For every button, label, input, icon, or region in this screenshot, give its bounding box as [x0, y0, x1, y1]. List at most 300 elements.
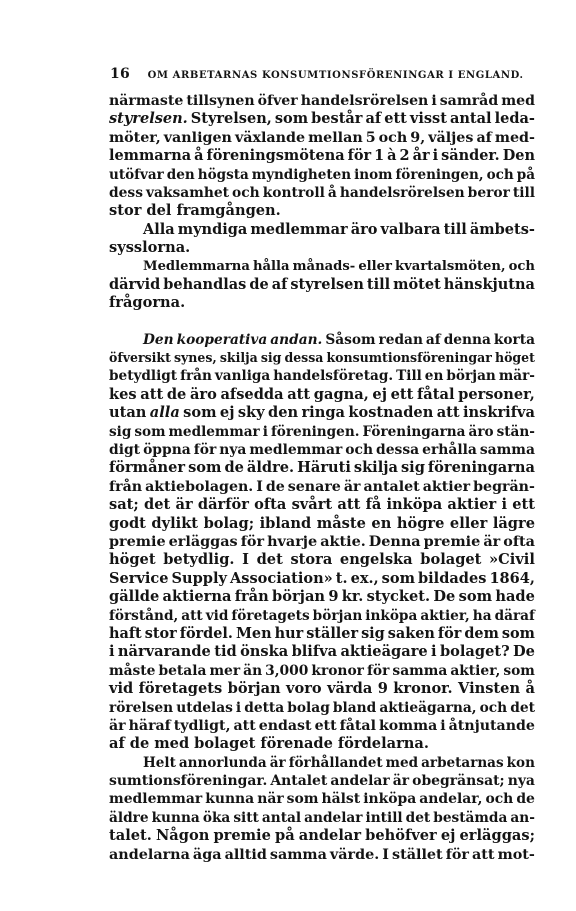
word: till: [443, 220, 467, 238]
word: mer: [209, 662, 241, 679]
word: af: [365, 110, 382, 128]
word: i: [262, 423, 268, 440]
word: växlande: [234, 129, 306, 146]
word: Men: [235, 624, 272, 642]
text-line: [109, 459, 535, 477]
word: för: [437, 624, 462, 642]
word: andelarna: [109, 846, 190, 863]
word: det: [510, 699, 535, 716]
word: de: [265, 478, 285, 495]
word: antal: [449, 110, 492, 128]
page-number: 16: [110, 66, 131, 82]
word: haft: [109, 624, 142, 642]
word: Helt: [143, 754, 176, 771]
word: personer,: [458, 385, 535, 403]
word: de: [516, 791, 535, 808]
word: alltid: [224, 846, 267, 863]
word: i: [431, 93, 437, 109]
word: stället: [392, 846, 443, 863]
word: förhållandet: [288, 754, 383, 771]
word: och: [508, 258, 535, 274]
word: från: [180, 368, 212, 385]
word: behandlas: [163, 275, 247, 293]
word: Till: [396, 368, 422, 385]
word: till: [366, 275, 391, 293]
text-line: [109, 258, 535, 276]
word: är: [392, 773, 410, 790]
word: utöfvar: [109, 166, 164, 183]
word: kunna: [151, 809, 200, 826]
word: à: [387, 147, 397, 165]
word: sig: [260, 350, 282, 366]
word: föreningsmötena: [206, 147, 345, 165]
word: an-: [510, 809, 535, 826]
word: de: [224, 459, 244, 477]
word: fåtal: [417, 385, 455, 403]
word: aktier,: [420, 607, 470, 624]
word: t.: [335, 569, 348, 587]
word: det: [144, 496, 171, 514]
word: handelsföretag.: [273, 368, 394, 385]
word: som: [188, 459, 222, 477]
word: bolaget: [420, 551, 482, 569]
text-line: [109, 754, 535, 772]
word: föreningarna: [427, 459, 535, 477]
word: samma: [479, 442, 535, 459]
word: ej: [372, 385, 387, 403]
word: sig: [361, 624, 385, 642]
word: kostnaden: [348, 404, 434, 422]
word: sky: [237, 404, 265, 422]
word: Antalet: [270, 773, 328, 790]
word: beror: [467, 184, 510, 201]
word: endast: [258, 717, 312, 734]
word: bolaget: [194, 735, 256, 753]
word: »Civil: [489, 551, 535, 569]
text-line: [109, 423, 535, 441]
text-line: [109, 570, 535, 588]
word: början: [446, 368, 496, 385]
word: väljes: [428, 129, 474, 146]
word: senare: [287, 478, 341, 495]
word: bland: [332, 699, 377, 716]
word: högsta: [197, 166, 249, 183]
word: synes,: [173, 350, 217, 366]
word: gällde: [109, 588, 160, 606]
word: komma: [378, 717, 438, 734]
word: inskrifva: [463, 404, 535, 422]
word: därvid: [109, 275, 161, 293]
word: närvarande: [117, 643, 211, 661]
word: därför: [197, 496, 249, 514]
word: Den: [502, 147, 535, 165]
word: fördel.: [179, 624, 233, 642]
word: obegränsat;: [412, 773, 505, 790]
word: som: [183, 404, 217, 422]
text-line: [109, 643, 535, 661]
word: fördelarna.: [337, 735, 429, 753]
word: för: [193, 442, 217, 459]
word: kontroll: [262, 184, 325, 201]
word: vanliga: [214, 368, 271, 385]
word: begrän-: [473, 478, 535, 495]
paragraph-gap: [109, 313, 535, 331]
word: måste: [316, 514, 366, 532]
word: är: [343, 478, 361, 495]
word: i: [109, 643, 115, 661]
word: myndigheten: [251, 166, 352, 183]
italic-word: kooperativa: [176, 331, 268, 348]
word: de: [249, 275, 269, 293]
word: ha: [472, 607, 492, 624]
word: Såsom: [325, 331, 376, 348]
word: att: [233, 717, 256, 734]
word: konsumtionsföreningar: [326, 350, 492, 366]
word: sumtionsföreningar.: [109, 773, 268, 790]
word: visst: [409, 110, 447, 128]
text-line: [109, 276, 535, 294]
word: förenade: [260, 735, 333, 753]
word: dessa: [284, 350, 324, 366]
text-line: [109, 331, 535, 349]
word: stycket.: [366, 588, 431, 606]
word: andelar: [330, 773, 390, 790]
running-header-title: OM ARBETARNAS KONSUMTIONSFÖRENINGAR I ENGLAND.: [147, 70, 524, 81]
word: 9: [377, 680, 388, 698]
italic-word: andan.: [270, 331, 323, 348]
word: kunna: [205, 791, 255, 808]
word: än: [243, 662, 263, 679]
word: ej: [440, 827, 456, 845]
word: tillsynen: [186, 93, 255, 109]
word: öfver: [257, 93, 298, 109]
word: sysslorna.: [109, 239, 191, 257]
text-line: [109, 441, 535, 459]
word: det: [256, 551, 283, 569]
text-line: [109, 110, 535, 128]
word: afsedda: [220, 385, 284, 403]
word: eller: [358, 258, 392, 274]
word: sänder.: [441, 147, 500, 165]
word: I: [382, 846, 389, 863]
paragraph: [109, 221, 535, 258]
word: erläggas: [168, 532, 238, 550]
word: äldre: [109, 809, 149, 826]
word: att: [472, 846, 495, 863]
text-line: [109, 662, 535, 680]
word: andelar,: [419, 791, 483, 808]
paragraph: [109, 92, 535, 221]
word: å: [327, 184, 337, 201]
word: inköpa: [365, 607, 418, 624]
word: sat;: [109, 496, 139, 514]
word: äga: [192, 846, 222, 863]
word: aktierna: [162, 588, 232, 606]
word: möter,: [109, 129, 161, 146]
word: 1864,: [489, 569, 535, 587]
word: samma: [392, 662, 448, 679]
word: måste: [109, 662, 156, 679]
word: är: [269, 754, 286, 771]
word: myndiga: [177, 220, 248, 238]
word: rörelsen: [109, 699, 174, 716]
word: De: [433, 588, 456, 606]
word: som: [381, 569, 415, 587]
word: när: [257, 791, 284, 808]
word: aktier,: [450, 662, 501, 679]
word: är: [109, 717, 126, 734]
word: andelar: [298, 827, 362, 845]
word: bolag;: [203, 514, 255, 532]
word: att: [181, 607, 203, 624]
word: Medlemmarna: [143, 258, 250, 274]
word: öppna: [143, 442, 191, 459]
text-line: [109, 772, 535, 790]
word: ex.,: [350, 569, 379, 587]
word: aktiebolagen.: [145, 478, 254, 495]
text-line: [109, 717, 535, 735]
word: aktieägarna,: [379, 699, 477, 716]
text-line: [109, 607, 535, 625]
word: vid: [205, 607, 229, 624]
word: hålla: [252, 258, 290, 274]
text-line: [109, 533, 535, 551]
word: för: [366, 662, 390, 679]
word: korta: [493, 331, 535, 348]
word: som: [503, 662, 535, 679]
word: mellan: [308, 129, 363, 146]
word: af: [109, 735, 125, 753]
word: Föreningarna: [362, 423, 466, 440]
word: Association»: [229, 569, 333, 587]
word: I: [256, 478, 263, 495]
word: digt: [109, 442, 141, 459]
word: företagets: [138, 680, 223, 698]
word: från: [109, 478, 143, 495]
word: premie: [109, 532, 166, 550]
word: en: [371, 514, 392, 532]
word: öka: [202, 809, 231, 826]
word: ringa: [301, 404, 345, 422]
word: ofta: [254, 496, 287, 514]
word: betydligt: [109, 368, 178, 385]
word: höget: [494, 350, 535, 366]
word: med: [154, 735, 190, 753]
word: å: [194, 147, 204, 165]
word: annorlunda: [178, 754, 267, 771]
word: till: [512, 184, 535, 201]
word: behöfver: [365, 827, 437, 845]
word: i: [501, 496, 507, 514]
word: hänskjutna: [443, 275, 535, 293]
word: antalet: [363, 478, 420, 495]
word: handelsrörelsen: [300, 93, 429, 109]
word: på: [516, 166, 535, 183]
word: öfversikt: [109, 350, 171, 366]
word: tydligt,: [173, 717, 231, 734]
word: hade: [495, 588, 535, 606]
word: äro: [189, 385, 217, 403]
word: på: [275, 827, 295, 845]
word: början: [272, 588, 326, 606]
word: början: [312, 607, 363, 624]
word: ett: [512, 496, 535, 514]
word: ett: [384, 110, 407, 128]
word: vid: [109, 680, 134, 698]
word: inom: [354, 166, 393, 183]
text-line: [109, 588, 535, 606]
text-line: [109, 147, 535, 165]
word: I: [242, 551, 249, 569]
word: värda: [327, 680, 373, 698]
word: betala: [158, 662, 207, 679]
word: eller: [449, 514, 488, 532]
word: bestämda: [433, 809, 508, 826]
word: godt: [109, 514, 146, 532]
word: Denna: [368, 532, 421, 550]
word: 5: [365, 129, 376, 146]
word: medlemmar: [250, 220, 348, 238]
word: 2: [399, 147, 410, 165]
word: ett: [390, 385, 414, 403]
italic-word: styrelsen.: [109, 110, 188, 128]
word: kvartalsmöten,: [395, 258, 506, 274]
word: att: [140, 385, 164, 403]
word: fåtal: [339, 717, 376, 734]
word: stor: [144, 624, 177, 642]
word: valbara: [380, 220, 441, 238]
word: erhålla: [422, 442, 477, 459]
word: förstånd,: [109, 607, 179, 624]
text-line: [109, 680, 535, 698]
word: medlemmar: [109, 791, 203, 808]
word: äro: [468, 423, 494, 440]
word: nya: [219, 442, 247, 459]
word: aktie.: [320, 532, 366, 550]
word: företagets: [231, 607, 310, 624]
text-line: [109, 809, 535, 827]
word: bildades: [417, 569, 487, 587]
word: att: [436, 404, 460, 422]
word: samråd: [439, 93, 499, 109]
word: arbetarnas: [421, 754, 504, 771]
word: förmåner: [109, 459, 186, 477]
word: som: [501, 624, 535, 642]
word: kes: [109, 385, 137, 403]
text-line: [109, 349, 535, 367]
word: svårt: [291, 496, 333, 514]
word: äro: [350, 220, 378, 238]
word: kon: [506, 754, 535, 771]
word: Service: [109, 569, 169, 587]
word: och: [486, 166, 514, 183]
word: blifva: [291, 643, 338, 661]
word: dess: [109, 184, 143, 201]
word: att: [337, 496, 361, 514]
text-line: [109, 515, 535, 533]
word: erläggas;: [459, 827, 535, 845]
word: kronor: [311, 662, 364, 679]
text-line: [109, 551, 535, 569]
word: ämbets-: [469, 220, 535, 238]
word: den: [166, 166, 195, 183]
word: aktier: [422, 478, 471, 495]
word: ställer: [306, 624, 359, 642]
word: äldre.: [246, 459, 295, 477]
word: ibland: [259, 514, 312, 532]
word: önska: [240, 643, 289, 661]
word: andelar: [304, 809, 363, 826]
word: som: [458, 588, 493, 606]
word: utdelas: [176, 699, 233, 716]
word: 1: [374, 147, 385, 165]
word: med: [501, 93, 535, 109]
word: föreningen.: [270, 423, 360, 440]
word: dylikt: [151, 514, 199, 532]
text-line: [109, 184, 535, 202]
word: sitt: [233, 809, 259, 826]
word: som: [134, 423, 166, 440]
word: ett: [314, 717, 337, 734]
word: stän-: [496, 423, 535, 440]
word: som: [274, 110, 309, 128]
word: gagna,: [313, 385, 369, 403]
word: af: [476, 129, 492, 146]
text-line: [109, 129, 535, 147]
word: å: [525, 680, 535, 698]
text-line: [109, 221, 535, 239]
word: hvarje: [267, 532, 318, 550]
word: redan: [378, 331, 423, 348]
word: af: [425, 331, 441, 348]
word: framgången.: [176, 202, 281, 220]
word: Häruti: [297, 459, 351, 477]
text-line: [109, 92, 535, 110]
word: och: [485, 791, 514, 808]
word: mär-: [498, 368, 535, 385]
word: de: [129, 735, 150, 753]
word: föreningen,: [395, 166, 484, 183]
word: kronor.: [393, 680, 453, 698]
word: från: [234, 588, 269, 606]
word: Supply: [171, 569, 227, 587]
word: premie: [213, 827, 271, 845]
word: vaksamhet: [146, 184, 230, 201]
word: Alla: [143, 220, 175, 238]
word: att: [287, 385, 311, 403]
word: däraf: [494, 607, 535, 624]
word: hur: [274, 624, 304, 642]
word: början: [227, 680, 281, 698]
word: är: [175, 496, 193, 514]
word: dessa: [376, 442, 420, 459]
word: består: [311, 110, 363, 128]
text-line: [109, 404, 535, 422]
word: antal: [261, 809, 302, 826]
word: mot-: [497, 846, 535, 863]
word: med-: [494, 129, 535, 146]
running-header: [110, 66, 530, 82]
word: Någon: [155, 827, 210, 845]
word: år: [412, 147, 430, 165]
word: för: [240, 532, 265, 550]
word: få: [365, 496, 382, 514]
word: vanligen: [163, 129, 232, 146]
word: åtnjutande: [448, 717, 535, 734]
word: saken: [387, 624, 435, 642]
word: aktieägare: [340, 643, 428, 661]
word: mötet: [393, 275, 441, 293]
